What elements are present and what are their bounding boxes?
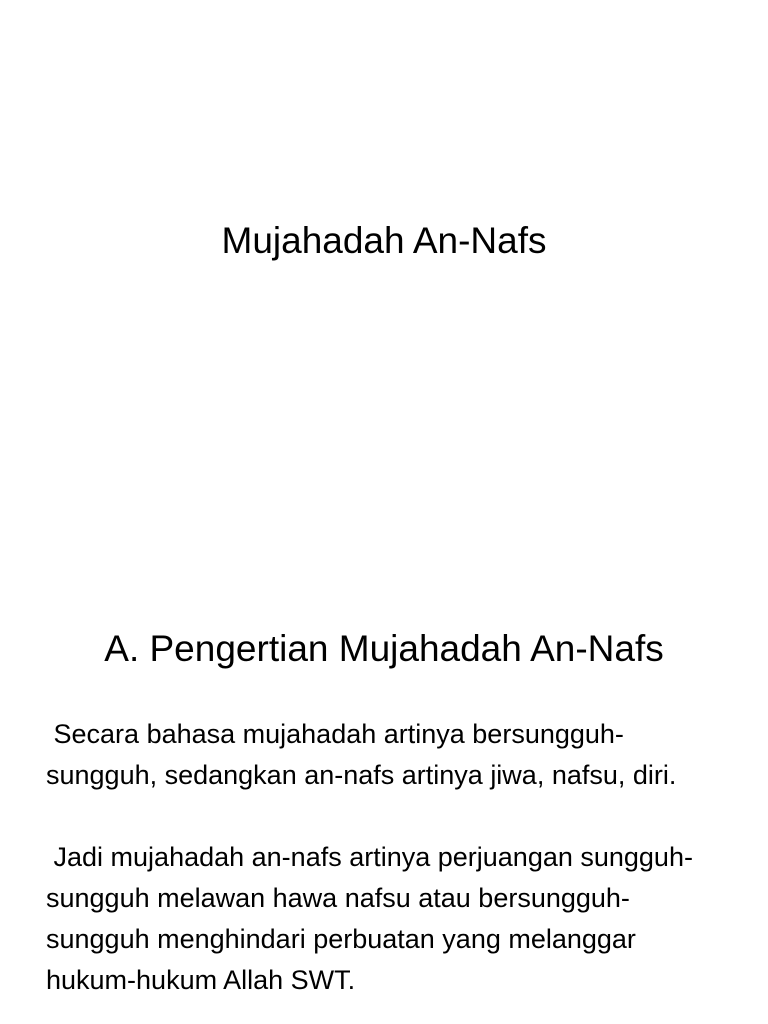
section-heading: A. Pengertian Mujahadah An-Nafs [104,628,664,669]
slide-body [46,714,726,1001]
slide-title: Mujahadah An-Nafs [221,220,547,261]
paragraph-definition-language: Secara bahasa mujahadah artinya bersungguh-sungguh, sedangkan an-nafs artinya jiwa, nafsu, diri. [46,719,677,790]
paragraph-definition-meaning: Jadi mujahadah an-nafs artinya perjuangan sungguh-sungguh melawan hawa nafsu atau bersungguh-sungguh menghindari perbuatan yang melanggar hukum-hukum Allah SWT. [46,842,693,995]
content-slide [0,576,768,1024]
